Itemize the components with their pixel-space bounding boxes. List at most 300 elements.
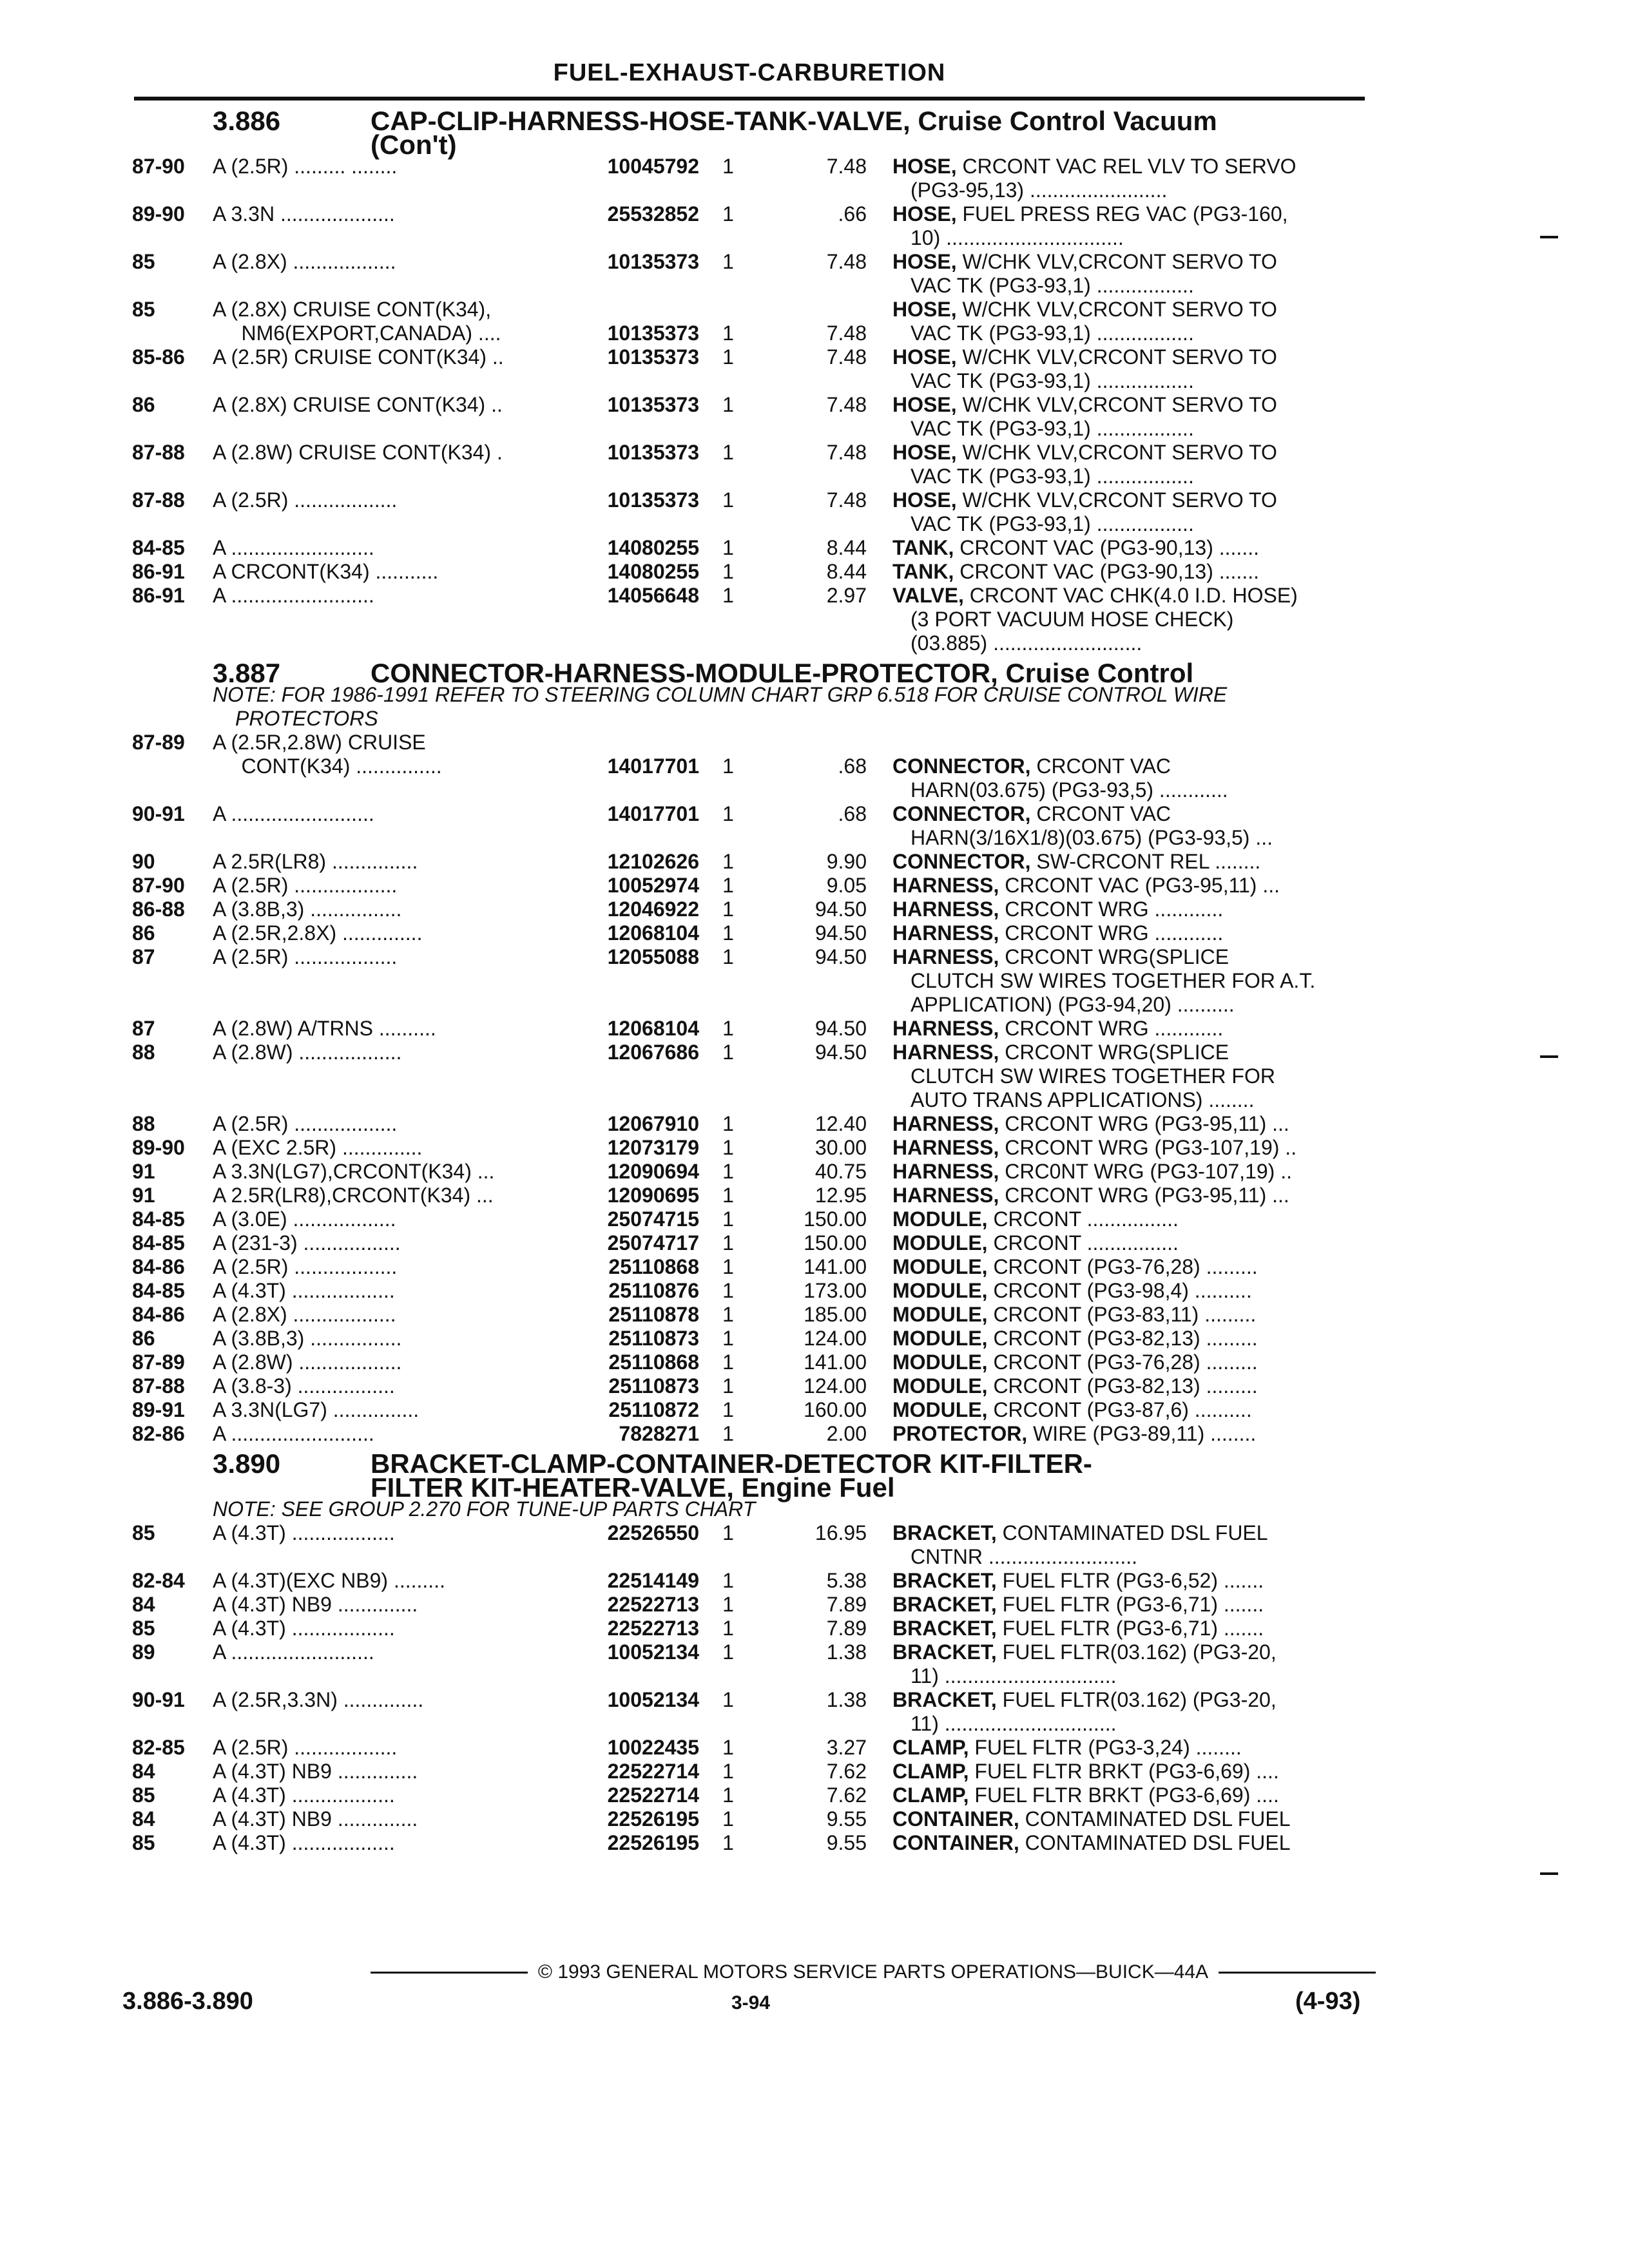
description-text: CRCONT VAC (PG3-90,13) ....... — [959, 560, 1259, 583]
section-title-line: (Con't) — [371, 130, 457, 160]
part-number: 25074717 — [607, 1231, 699, 1254]
quantity: 1 — [722, 250, 734, 273]
part-name: CONNECTOR, — [892, 850, 1031, 873]
quantity: 1 — [722, 1640, 734, 1664]
description-line — [892, 1041, 1366, 1064]
model-application — [213, 1303, 561, 1327]
part-number: 25110873 — [608, 1327, 699, 1350]
part-name: HOSE, — [892, 345, 957, 369]
description-line: VAC TK (PG3-93,1) ................. — [911, 274, 1194, 297]
quantity: 1 — [722, 1398, 734, 1421]
section-title — [371, 658, 1376, 688]
unit-price: 7.62 — [826, 1760, 867, 1783]
model-application — [213, 1422, 561, 1446]
description-line — [892, 202, 1366, 226]
part-number: 25110868 — [608, 1255, 699, 1278]
model-years: 85 — [132, 250, 155, 273]
part-name: HARNESS, — [892, 898, 999, 921]
model-years: 87-89 — [132, 1350, 185, 1374]
model-application — [213, 1807, 561, 1831]
part-name: MODULE, — [892, 1350, 988, 1374]
description-line: VAC TK (PG3-93,1) ................. — [911, 465, 1194, 488]
description-text: W/CHK VLV,CRCONT SERVO TO — [962, 393, 1277, 416]
unit-price: 8.44 — [826, 560, 867, 583]
parts-row — [0, 155, 1629, 202]
part-description — [892, 345, 1366, 393]
model-years: 84-85 — [132, 1231, 185, 1254]
part-number: 25110876 — [608, 1279, 699, 1302]
section-number: 3.886 — [213, 106, 281, 136]
description-text: W/CHK VLV,CRCONT SERVO TO — [962, 441, 1277, 464]
quantity: 1 — [722, 1279, 734, 1302]
model-application — [213, 298, 561, 345]
description-line — [892, 1760, 1366, 1783]
part-description — [892, 250, 1366, 298]
part-name: BRACKET, — [892, 1617, 997, 1640]
description-text: CRCONT WRG (PG3-95,11) ... — [1005, 1184, 1289, 1207]
quantity: 1 — [722, 1112, 734, 1135]
part-name: BRACKET, — [892, 1569, 997, 1592]
description-line — [892, 1231, 1366, 1255]
description-text: CRCONT VAC (PG3-95,11) ... — [1005, 874, 1280, 897]
model-application — [213, 1783, 561, 1807]
description-line — [892, 1136, 1366, 1160]
model-application — [213, 1255, 561, 1279]
description-text: W/CHK VLV,CRCONT SERVO TO — [962, 250, 1277, 273]
part-number: 22526195 — [607, 1831, 699, 1854]
model-application — [213, 584, 561, 608]
model-application — [213, 874, 561, 898]
part-description — [892, 1398, 1366, 1422]
description-text: CRCONT VAC CHK(4.0 I.D. HOSE) — [969, 584, 1298, 607]
model-line: A (2.5R,2.8W) CRUISE — [213, 731, 426, 754]
part-description — [892, 1736, 1366, 1760]
description-line: CLUTCH SW WIRES TOGETHER FOR — [911, 1064, 1275, 1088]
section-number: 3.890 — [213, 1448, 281, 1479]
part-description — [892, 802, 1366, 850]
description-text: CRC0NT WRG (PG3-107,19) .. — [1005, 1160, 1292, 1183]
description-line: HARN(3/16X1/8)(03.675) (PG3-93,5) ... — [911, 826, 1273, 849]
part-number: 22522714 — [607, 1783, 699, 1807]
part-number: 10135373 — [607, 393, 699, 416]
part-name: CLAMP, — [892, 1736, 969, 1759]
description-text: CRCONT WRG (PG3-95,11) ... — [1005, 1112, 1289, 1135]
model-application — [213, 1017, 561, 1041]
description-line — [892, 1017, 1366, 1041]
description-text: W/CHK VLV,CRCONT SERVO TO — [962, 488, 1277, 512]
part-description — [892, 1303, 1366, 1327]
model-application — [213, 1041, 561, 1064]
model-line: A (2.5R) .................. — [213, 1736, 398, 1759]
model-application — [213, 1640, 561, 1664]
description-text: CRCONT VAC (PG3-90,13) ....... — [959, 536, 1259, 559]
part-name: CONTAINER, — [892, 1831, 1019, 1854]
model-application — [213, 155, 561, 178]
model-years: 87-88 — [132, 488, 185, 512]
unit-price: 124.00 — [804, 1327, 867, 1350]
model-years: 85 — [132, 1831, 155, 1854]
parts-row — [0, 1231, 1629, 1255]
parts-row — [0, 1688, 1629, 1736]
description-text: CRCONT VAC — [1036, 754, 1171, 778]
unit-price: 2.00 — [826, 1422, 867, 1445]
part-number: 7828271 — [619, 1422, 699, 1445]
model-application — [213, 1617, 561, 1640]
description-text: CRCONT WRG ............ — [1005, 1017, 1224, 1040]
description-line: VAC TK (PG3-93,1) ................. — [911, 369, 1194, 392]
quantity: 1 — [722, 1688, 734, 1711]
description-text: W/CHK VLV,CRCONT SERVO TO — [962, 345, 1277, 369]
part-name: TANK, — [892, 536, 954, 559]
part-name: HARNESS, — [892, 1160, 999, 1183]
unit-price: 150.00 — [804, 1207, 867, 1231]
description-text: WIRE (PG3-89,11) ........ — [1033, 1422, 1257, 1445]
footer-copyright — [371, 1961, 1376, 1983]
unit-price: 9.90 — [826, 850, 867, 873]
model-application — [213, 1136, 561, 1160]
model-application — [213, 202, 561, 226]
model-line: NM6(EXPORT,CANADA) .... — [213, 322, 501, 345]
parts-row — [0, 1736, 1629, 1760]
model-line: A ......................... — [213, 584, 374, 607]
description-line — [892, 1160, 1366, 1184]
unit-price: 185.00 — [804, 1303, 867, 1326]
model-years: 84 — [132, 1593, 155, 1616]
parts-row — [0, 1569, 1629, 1593]
part-name: CLAMP, — [892, 1760, 969, 1783]
model-application — [213, 1231, 561, 1255]
description-line — [892, 1303, 1366, 1327]
description-text: CRCONT (PG3-76,28) ......... — [993, 1350, 1258, 1374]
quantity: 1 — [722, 1569, 734, 1592]
model-line: A (4.3T) .................. — [213, 1783, 395, 1807]
part-description — [892, 1350, 1366, 1374]
unit-price: 30.00 — [815, 1136, 867, 1159]
quantity: 1 — [722, 1521, 734, 1544]
description-line — [892, 155, 1366, 178]
part-description — [892, 1640, 1366, 1688]
part-number: 22526550 — [607, 1521, 699, 1544]
parts-row — [0, 1374, 1629, 1398]
unit-price: 7.48 — [826, 488, 867, 512]
quantity: 1 — [722, 560, 734, 583]
part-description — [892, 202, 1366, 250]
model-application — [213, 1112, 561, 1136]
parts-row — [0, 1593, 1629, 1617]
section-title-line: CAP-CLIP-HARNESS-HOSE-TANK-VALVE, Cruise Control Vacuum — [371, 106, 1217, 136]
part-number: 12068104 — [607, 921, 699, 945]
description-line — [892, 1569, 1366, 1593]
model-line: A (4.3T) .................. — [213, 1831, 395, 1854]
quantity: 1 — [722, 921, 734, 945]
description-line — [892, 1374, 1366, 1398]
parts-row — [0, 1279, 1629, 1303]
model-line: A 2.5R(LR8),CRCONT(K34) ... — [213, 1184, 494, 1207]
quantity: 1 — [722, 441, 734, 464]
part-description — [892, 1112, 1366, 1136]
quantity: 1 — [722, 945, 734, 968]
part-description — [892, 584, 1366, 655]
model-application — [213, 850, 561, 874]
part-number: 14080255 — [607, 536, 699, 559]
unit-price: .68 — [838, 754, 867, 778]
description-line — [892, 754, 1366, 778]
model-line: A (2.5R) ......... ........ — [213, 155, 398, 178]
part-number: 10022435 — [607, 1736, 699, 1759]
part-description — [892, 921, 1366, 945]
quantity: 1 — [722, 1783, 734, 1807]
model-years: 84-85 — [132, 1207, 185, 1231]
section-heading — [0, 106, 1629, 160]
model-years: 88 — [132, 1112, 155, 1135]
description-line: (PG3-95,13) ........................ — [911, 178, 1168, 202]
quantity: 1 — [722, 393, 734, 416]
model-years: 90-91 — [132, 802, 185, 825]
quantity: 1 — [722, 488, 734, 512]
description-line: (03.885) .......................... — [911, 631, 1142, 655]
description-line — [892, 1807, 1366, 1831]
model-line: A (4.3T) NB9 .............. — [213, 1807, 418, 1831]
description-line: (3 PORT VACUUM HOSE CHECK) — [911, 608, 1234, 631]
model-line: A (3.8B,3) ................ — [213, 1327, 402, 1350]
model-years: 84-85 — [132, 536, 185, 559]
description-line — [892, 1422, 1366, 1446]
part-number: 12067910 — [607, 1112, 699, 1135]
description-text: FUEL FLTR BRKT (PG3-6,69) .... — [974, 1760, 1279, 1783]
description-line — [892, 1184, 1366, 1207]
model-application — [213, 1327, 561, 1350]
model-line: A (4.3T) .................. — [213, 1279, 395, 1302]
unit-price: 1.38 — [826, 1688, 867, 1711]
description-line: 11) .............................. — [911, 1664, 1117, 1687]
model-application — [213, 488, 561, 512]
quantity: 1 — [722, 1374, 734, 1398]
model-application — [213, 393, 561, 417]
model-application — [213, 250, 561, 274]
part-description — [892, 1017, 1366, 1041]
parts-row — [0, 1617, 1629, 1640]
unit-price: 173.00 — [804, 1279, 867, 1302]
part-name: HARNESS, — [892, 945, 999, 968]
model-line: A ......................... — [213, 1640, 374, 1664]
unit-price: 7.48 — [826, 250, 867, 273]
parts-row — [0, 298, 1629, 345]
model-line: A 3.3N .................... — [213, 202, 395, 226]
quantity: 1 — [722, 155, 734, 178]
parts-row — [0, 1807, 1629, 1831]
description-line — [892, 1640, 1366, 1664]
description-line — [892, 1279, 1366, 1303]
parts-row — [0, 1760, 1629, 1783]
model-line: A (2.5R) .................. — [213, 1255, 398, 1278]
quantity: 1 — [722, 1255, 734, 1278]
parts-row — [0, 1184, 1629, 1207]
part-name: BRACKET, — [892, 1640, 997, 1664]
model-line: A 2.5R(LR8) ............... — [213, 850, 418, 873]
part-description — [892, 1041, 1366, 1112]
model-line: A (2.8X) .................. — [213, 250, 396, 273]
quantity: 1 — [722, 1760, 734, 1783]
parts-row — [0, 1521, 1629, 1569]
part-name: MODULE, — [892, 1327, 988, 1350]
model-line: A 3.3N(LG7) ............... — [213, 1398, 419, 1421]
description-line — [892, 1207, 1366, 1231]
model-years: 87-88 — [132, 441, 185, 464]
description-text: FUEL FLTR (PG3-3,24) ........ — [974, 1736, 1242, 1759]
margin-mark — [1540, 1872, 1558, 1875]
description-line — [892, 1521, 1366, 1545]
model-years: 87-90 — [132, 874, 185, 897]
part-description — [892, 898, 1366, 921]
parts-row — [0, 202, 1629, 250]
unit-price: 7.62 — [826, 1783, 867, 1807]
part-number: 22522713 — [607, 1617, 699, 1640]
unit-price: 150.00 — [804, 1231, 867, 1254]
unit-price: 141.00 — [804, 1350, 867, 1374]
part-description — [892, 1807, 1366, 1831]
part-description — [892, 393, 1366, 441]
part-description — [892, 560, 1366, 584]
part-number: 12102626 — [607, 850, 699, 873]
description-line — [892, 250, 1366, 274]
part-name: BRACKET, — [892, 1593, 997, 1616]
unit-price: 7.48 — [826, 441, 867, 464]
model-application — [213, 1279, 561, 1303]
section-title — [371, 106, 1376, 160]
model-line: A (2.8W) .................. — [213, 1041, 402, 1064]
description-text: FUEL FLTR(03.162) (PG3-20, — [1002, 1640, 1277, 1664]
part-description — [892, 1521, 1366, 1569]
model-application — [213, 1207, 561, 1231]
part-number: 25110872 — [608, 1398, 699, 1421]
parts-row — [0, 393, 1629, 441]
part-number: 12055088 — [607, 945, 699, 968]
description-line — [892, 1593, 1366, 1617]
unit-price: 12.95 — [815, 1184, 867, 1207]
description-text: CONTAMINATED DSL FUEL — [1025, 1807, 1291, 1831]
part-description — [892, 1327, 1366, 1350]
parts-row — [0, 1422, 1629, 1446]
parts-row — [0, 1112, 1629, 1136]
model-application — [213, 1350, 561, 1374]
parts-row — [0, 874, 1629, 898]
part-name: MODULE, — [892, 1374, 988, 1398]
model-years: 84-85 — [132, 1279, 185, 1302]
part-number: 25110878 — [608, 1303, 699, 1326]
quantity: 1 — [722, 1303, 734, 1326]
description-text: CRCONT WRG(SPLICE — [1005, 1041, 1229, 1064]
description-line: APPLICATION) (PG3-94,20) .......... — [911, 993, 1235, 1016]
model-line: A (2.5R) .................. — [213, 874, 398, 897]
model-line: A (2.8W) .................. — [213, 1350, 402, 1374]
model-years: 82-84 — [132, 1569, 185, 1592]
parts-row — [0, 1255, 1629, 1279]
model-application — [213, 1521, 561, 1545]
quantity: 1 — [722, 1807, 734, 1831]
parts-row — [0, 1327, 1629, 1350]
part-name: HOSE, — [892, 488, 957, 512]
part-description — [892, 1160, 1366, 1184]
model-application — [213, 1760, 561, 1783]
part-number: 12046922 — [607, 898, 699, 921]
part-name: HARNESS, — [892, 1017, 999, 1040]
part-description — [892, 1231, 1366, 1255]
description-line — [892, 298, 1366, 322]
model-years: 82-85 — [132, 1736, 185, 1759]
part-description — [892, 1569, 1366, 1593]
part-name: MODULE, — [892, 1255, 988, 1278]
model-application — [213, 1569, 561, 1593]
quantity: 1 — [722, 1617, 734, 1640]
parts-row — [0, 488, 1629, 536]
part-description — [892, 1184, 1366, 1207]
model-years: 87 — [132, 1017, 155, 1040]
model-application — [213, 945, 561, 969]
section-heading — [0, 1448, 1629, 1503]
unit-price: 40.75 — [815, 1160, 867, 1183]
part-name: MODULE, — [892, 1398, 988, 1421]
model-application — [213, 921, 561, 945]
model-line: A (2.5R) CRUISE CONT(K34) .. — [213, 345, 504, 369]
quantity: 1 — [722, 754, 734, 778]
quantity: 1 — [722, 802, 734, 825]
part-number: 14017701 — [607, 754, 699, 778]
model-line: A (2.5R) .................. — [213, 1112, 398, 1135]
model-line: A ......................... — [213, 536, 374, 559]
part-number: 12067686 — [607, 1041, 699, 1064]
description-text: CRCONT (PG3-83,11) ......... — [993, 1303, 1257, 1326]
parts-row — [0, 345, 1629, 393]
description-line — [892, 584, 1366, 608]
description-line — [892, 1327, 1366, 1350]
model-line: A (2.8X) CRUISE CONT(K34) .. — [213, 393, 503, 416]
model-years: 85 — [132, 1783, 155, 1807]
part-number: 10045792 — [607, 155, 699, 178]
unit-price: 124.00 — [804, 1374, 867, 1398]
part-number: 10052134 — [607, 1688, 699, 1711]
part-description — [892, 1207, 1366, 1231]
part-number: 14017701 — [607, 802, 699, 825]
quantity: 1 — [722, 1736, 734, 1759]
model-line: A (2.8W) CRUISE CONT(K34) . — [213, 441, 503, 464]
unit-price: 8.44 — [826, 536, 867, 559]
part-name: MODULE, — [892, 1231, 988, 1254]
model-line: A CRCONT(K34) ........... — [213, 560, 439, 583]
model-application — [213, 1398, 561, 1422]
description-text: CRCONT (PG3-87,6) .......... — [993, 1398, 1252, 1421]
part-number: 12090695 — [607, 1184, 699, 1207]
description-line: HARN(03.675) (PG3-93,5) ............ — [911, 778, 1228, 802]
model-application — [213, 1593, 561, 1617]
unit-price: 9.55 — [826, 1807, 867, 1831]
part-number: 25074715 — [607, 1207, 699, 1231]
model-application — [213, 345, 561, 369]
description-line — [892, 1350, 1366, 1374]
part-number: 10135373 — [607, 250, 699, 273]
description-line — [892, 1831, 1366, 1855]
section-heading — [0, 658, 1629, 688]
unit-price: 94.50 — [815, 921, 867, 945]
part-name: BRACKET, — [892, 1688, 997, 1711]
unit-price: 2.97 — [826, 584, 867, 607]
section-title-line: CONNECTOR-HARNESS-MODULE-PROTECTOR, Cruise Control — [371, 658, 1194, 688]
part-name: VALVE, — [892, 584, 964, 607]
model-years: 84-86 — [132, 1303, 185, 1326]
model-line: A (2.5R,2.8X) .............. — [213, 921, 423, 945]
part-description — [892, 488, 1366, 536]
description-line — [892, 536, 1366, 560]
model-line: A (4.3T)(EXC NB9) ......... — [213, 1569, 445, 1592]
